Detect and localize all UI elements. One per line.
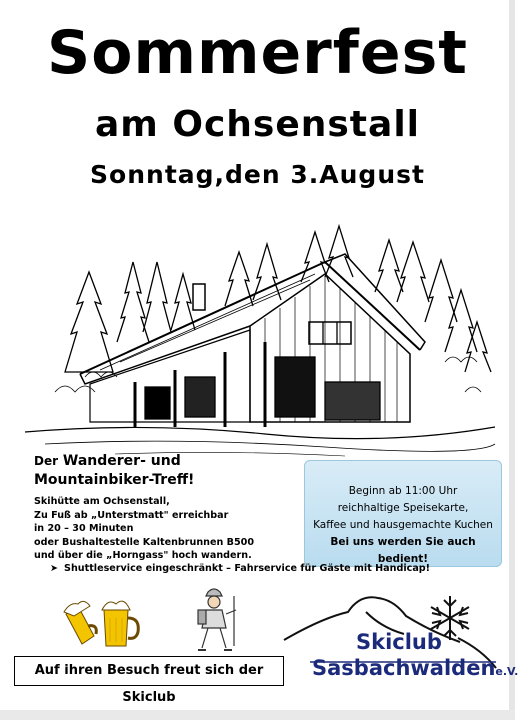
wanderer-lead: Wanderer- und (62, 453, 181, 469)
poster-subtitle: am Ochsenstall (95, 104, 420, 145)
directions-line: oder Bushaltestelle Kaltenbrunnen B500 (34, 536, 255, 548)
directions-line: in 20 – 30 Minuten (34, 523, 134, 535)
hiker-icon (186, 586, 244, 654)
directions-line: Skihütte am Ochsenstall, (34, 496, 170, 507)
beer-mugs-icon (60, 592, 145, 652)
club-name-line2 (312, 656, 518, 680)
directions-line: und über die „Horngass" hoch wandern. (34, 550, 252, 562)
shuttle-note (50, 563, 430, 574)
club-suffix: e.V. (495, 665, 518, 678)
wanderer-lead-prefix: Der (34, 454, 59, 468)
club-name: Sasbachwalden (312, 656, 496, 680)
wanderer-section (34, 452, 304, 563)
info-line: reichhaltige Speisekarte, (337, 502, 469, 514)
welcome-banner: Auf ihren Besuch freut sich der Skiclub (14, 656, 284, 686)
info-box (304, 460, 502, 567)
info-bold-line: Bei uns werden Sie auch bedient! (330, 536, 476, 565)
shuttle-text: Shuttleservice eingeschränkt – Fahrservice für Gäste mit Handicap! (64, 563, 431, 574)
info-line: Kaffee und hausgemachte Kuchen (313, 519, 493, 531)
event-date: Sonntag,den 3.August (90, 160, 425, 189)
directions-line: Zu Fuß ab „Unterstmatt" erreichbar (34, 509, 229, 521)
wanderer-lead-line2: Mountainbiker-Treff! (34, 472, 195, 488)
hut-illustration (25, 222, 495, 460)
poster-title: Sommerfest (47, 18, 468, 88)
arrow-bullet-icon: ➤ (50, 563, 59, 574)
page-edge-bottom (0, 710, 515, 720)
info-line: Beginn ab 11:00 Uhr (348, 485, 458, 497)
club-name-line1: Skiclub (356, 630, 442, 654)
